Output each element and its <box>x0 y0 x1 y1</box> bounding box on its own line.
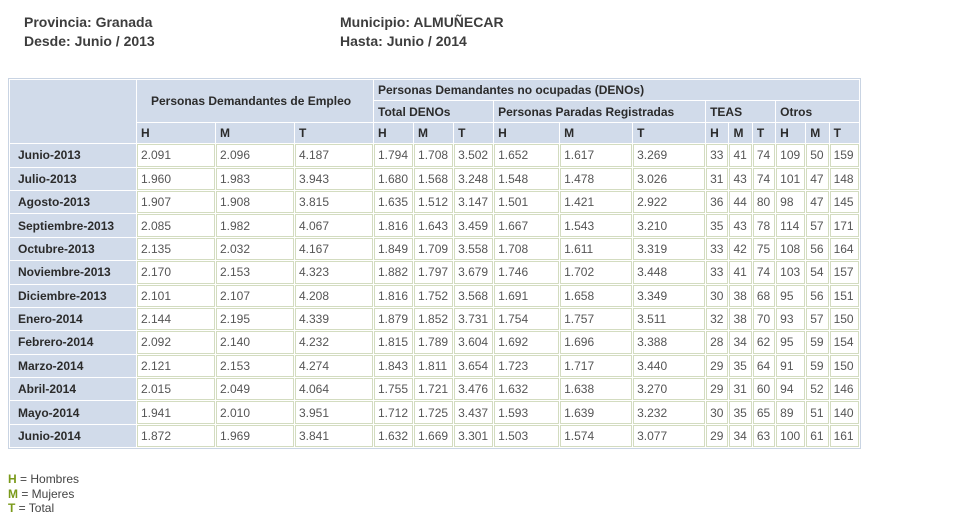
table-cell: 70 <box>753 308 775 330</box>
table-cell: 3.437 <box>454 401 493 423</box>
row-label: Noviembre-2013 <box>10 261 136 283</box>
table-cell: 35 <box>706 214 728 236</box>
table-cell: 159 <box>830 144 859 166</box>
col-header-t: T <box>633 123 705 143</box>
table-cell: 100 <box>776 425 805 447</box>
table-row <box>10 401 859 423</box>
data-table <box>8 78 861 449</box>
table-cell: 91 <box>776 355 805 377</box>
table-cell: 3.270 <box>633 378 705 400</box>
table-cell: 3.679 <box>454 261 493 283</box>
table-cell: 3.459 <box>454 214 493 236</box>
table-cell: 3.301 <box>454 425 493 447</box>
municipio-value: ALMUÑECAR <box>413 14 504 30</box>
table-row <box>10 378 859 400</box>
table-cell: 57 <box>806 214 828 236</box>
table-cell: 1.983 <box>216 168 294 190</box>
legend-m-text: = Mujeres <box>18 486 75 501</box>
table-cell: 1.941 <box>137 401 215 423</box>
table-cell: 2.121 <box>137 355 215 377</box>
row-label: Junio-2013 <box>10 144 136 166</box>
table-cell: 151 <box>830 285 859 307</box>
table-cell: 61 <box>806 425 828 447</box>
table-cell: 98 <box>776 191 805 213</box>
table-cell: 2.153 <box>216 355 294 377</box>
table-cell: 3.558 <box>454 238 493 260</box>
table-cell: 1.723 <box>494 355 559 377</box>
table-cell: 4.232 <box>295 331 373 353</box>
table-cell: 56 <box>806 285 828 307</box>
table-cell: 150 <box>830 308 859 330</box>
table-cell: 150 <box>830 355 859 377</box>
table-cell: 3.026 <box>633 168 705 190</box>
table-cell: 2.010 <box>216 401 294 423</box>
table-cell: 47 <box>806 168 828 190</box>
table-cell: 59 <box>806 331 828 353</box>
col-header-h: H <box>137 123 215 143</box>
table-cell: 43 <box>729 214 751 236</box>
table-cell: 74 <box>753 168 775 190</box>
col-header-m: M <box>414 123 453 143</box>
table-cell: 103 <box>776 261 805 283</box>
table-cell: 1.478 <box>560 168 632 190</box>
table-cell: 3.232 <box>633 401 705 423</box>
table-cell: 1.982 <box>216 214 294 236</box>
table-cell: 4.339 <box>295 308 373 330</box>
table-cell: 57 <box>806 308 828 330</box>
table-cell: 1.882 <box>374 261 413 283</box>
table-cell: 1.691 <box>494 285 559 307</box>
desde-label: Desde: <box>24 33 71 49</box>
table-cell: 30 <box>706 401 728 423</box>
legend-t <box>8 501 79 516</box>
sub-paradas: Personas Paradas Registradas <box>494 101 705 121</box>
table-row <box>10 331 859 353</box>
group-empleo: Personas Demandantes de Empleo <box>137 80 373 122</box>
table-cell: 43 <box>729 168 751 190</box>
sub-otros: Otros <box>776 101 858 121</box>
table-cell: 1.611 <box>560 238 632 260</box>
table-cell: 1.574 <box>560 425 632 447</box>
table-cell: 1.593 <box>494 401 559 423</box>
legend-h-text: = Hombres <box>16 472 80 486</box>
table-cell: 32 <box>706 308 728 330</box>
table-cell: 1.752 <box>414 285 453 307</box>
table-cell: 1.908 <box>216 191 294 213</box>
legend-m <box>8 487 79 502</box>
table-cell: 1.702 <box>560 261 632 283</box>
table-cell: 2.195 <box>216 308 294 330</box>
header-left <box>24 13 155 51</box>
table-cell: 1.501 <box>494 191 559 213</box>
row-label: Diciembre-2013 <box>10 285 136 307</box>
table-cell: 1.815 <box>374 331 413 353</box>
provincia-label: Provincia: <box>24 14 92 30</box>
row-label: Abril-2014 <box>10 378 136 400</box>
col-header-t: T <box>830 123 859 143</box>
legend-t-key: T <box>8 501 16 515</box>
table-cell: 42 <box>729 238 751 260</box>
table-cell: 1.849 <box>374 238 413 260</box>
table-cell: 1.789 <box>414 331 453 353</box>
table-cell: 1.754 <box>494 308 559 330</box>
table-cell: 1.843 <box>374 355 413 377</box>
legend <box>8 472 79 516</box>
table-cell: 1.794 <box>374 144 413 166</box>
table-cell: 29 <box>706 425 728 447</box>
table-cell: 1.757 <box>560 308 632 330</box>
table-cell: 146 <box>830 378 859 400</box>
table-cell: 34 <box>729 331 751 353</box>
table-cell: 171 <box>830 214 859 236</box>
table-cell: 62 <box>753 331 775 353</box>
table-cell: 3.448 <box>633 261 705 283</box>
hasta-value: Junio / 2014 <box>386 33 467 49</box>
table-cell: 108 <box>776 238 805 260</box>
col-header-h: H <box>374 123 413 143</box>
table-cell: 2.107 <box>216 285 294 307</box>
table-cell: 41 <box>729 144 751 166</box>
legend-m-key: M <box>8 486 18 501</box>
table-cell: 33 <box>706 238 728 260</box>
table-cell: 35 <box>729 401 751 423</box>
group-denos: Personas Demandantes no ocupadas (DENOs) <box>374 80 859 100</box>
table-row <box>10 425 859 447</box>
table-cell: 51 <box>806 401 828 423</box>
table-cell: 1.811 <box>414 355 453 377</box>
table-cell: 1.512 <box>414 191 453 213</box>
table-cell: 29 <box>706 355 728 377</box>
table-cell: 31 <box>706 168 728 190</box>
row-label: Octubre-2013 <box>10 238 136 260</box>
table-cell: 3.440 <box>633 355 705 377</box>
table-cell: 2.032 <box>216 238 294 260</box>
table-cell: 1.709 <box>414 238 453 260</box>
table-cell: 95 <box>776 285 805 307</box>
table-cell: 33 <box>706 261 728 283</box>
col-header-t: T <box>753 123 775 143</box>
table-cell: 1.708 <box>494 238 559 260</box>
table-cell: 1.816 <box>374 285 413 307</box>
table-cell: 4.208 <box>295 285 373 307</box>
table-cell: 75 <box>753 238 775 260</box>
table-cell: 1.503 <box>494 425 559 447</box>
table-cell: 56 <box>806 238 828 260</box>
table-cell: 161 <box>830 425 859 447</box>
col-header-h: H <box>776 123 805 143</box>
table-cell: 3.077 <box>633 425 705 447</box>
col-header-h: H <box>494 123 559 143</box>
table-row <box>10 238 859 260</box>
table-cell: 157 <box>830 261 859 283</box>
table-cell: 38 <box>729 308 751 330</box>
table-cell: 1.548 <box>494 168 559 190</box>
table-cell: 4.167 <box>295 238 373 260</box>
table-cell: 4.064 <box>295 378 373 400</box>
table-cell: 1.852 <box>414 308 453 330</box>
table-cell: 34 <box>729 425 751 447</box>
table-cell: 148 <box>830 168 859 190</box>
table-row <box>10 285 859 307</box>
table-cell: 64 <box>753 355 775 377</box>
table-cell: 2.140 <box>216 331 294 353</box>
table-cell: 4.274 <box>295 355 373 377</box>
table-cell: 44 <box>729 191 751 213</box>
table-cell: 36 <box>706 191 728 213</box>
header-row-hmt <box>10 123 859 143</box>
table-cell: 3.476 <box>454 378 493 400</box>
table-cell: 1.692 <box>494 331 559 353</box>
table-cell: 1.680 <box>374 168 413 190</box>
table-cell: 2.085 <box>137 214 215 236</box>
table-cell: 41 <box>729 261 751 283</box>
corner-cell <box>10 80 136 143</box>
table-cell: 28 <box>706 331 728 353</box>
table-row <box>10 214 859 236</box>
table-cell: 2.170 <box>137 261 215 283</box>
col-header-t: T <box>295 123 373 143</box>
row-label: Junio-2014 <box>10 425 136 447</box>
table-cell: 3.319 <box>633 238 705 260</box>
table-cell: 3.147 <box>454 191 493 213</box>
table-cell: 1.667 <box>494 214 559 236</box>
table-cell: 1.872 <box>137 425 215 447</box>
table-cell: 31 <box>729 378 751 400</box>
table-cell: 94 <box>776 378 805 400</box>
table-cell: 54 <box>806 261 828 283</box>
table-cell: 29 <box>706 378 728 400</box>
table-cell: 50 <box>806 144 828 166</box>
municipio-label: Municipio: <box>340 14 410 30</box>
table-cell: 3.388 <box>633 331 705 353</box>
provincia-value: Granada <box>95 14 153 30</box>
table-cell: 2.015 <box>137 378 215 400</box>
table-cell: 59 <box>806 355 828 377</box>
desde-line <box>24 32 155 51</box>
table-cell: 52 <box>806 378 828 400</box>
table-cell: 101 <box>776 168 805 190</box>
table-cell: 4.187 <box>295 144 373 166</box>
desde-value: Junio / 2013 <box>74 33 155 49</box>
col-header-h: H <box>706 123 728 143</box>
table-cell: 74 <box>753 144 775 166</box>
table-cell: 3.210 <box>633 214 705 236</box>
col-header-m: M <box>729 123 751 143</box>
legend-t-text: = Total <box>15 501 55 515</box>
table-cell: 3.654 <box>454 355 493 377</box>
row-label: Febrero-2014 <box>10 331 136 353</box>
table-cell: 74 <box>753 261 775 283</box>
col-header-m: M <box>806 123 828 143</box>
table-cell: 1.652 <box>494 144 559 166</box>
table-cell: 109 <box>776 144 805 166</box>
table-cell: 3.841 <box>295 425 373 447</box>
table-cell: 3.502 <box>454 144 493 166</box>
legend-h-key: H <box>8 472 17 486</box>
col-header-t: T <box>454 123 493 143</box>
table-cell: 1.696 <box>560 331 632 353</box>
table-cell: 68 <box>753 285 775 307</box>
table-row <box>10 191 859 213</box>
table-cell: 38 <box>729 285 751 307</box>
hasta-line <box>340 32 504 51</box>
table-cell: 4.323 <box>295 261 373 283</box>
table-cell: 2.144 <box>137 308 215 330</box>
table-cell: 2.101 <box>137 285 215 307</box>
table-cell: 2.091 <box>137 144 215 166</box>
table-cell: 3.248 <box>454 168 493 190</box>
provincia-line <box>24 13 155 32</box>
table-cell: 3.604 <box>454 331 493 353</box>
row-label: Agosto-2013 <box>10 191 136 213</box>
table-row <box>10 144 859 166</box>
table-cell: 1.960 <box>137 168 215 190</box>
table-cell: 1.639 <box>560 401 632 423</box>
table-cell: 1.632 <box>494 378 559 400</box>
table-cell: 1.658 <box>560 285 632 307</box>
table-cell: 1.543 <box>560 214 632 236</box>
table-cell: 140 <box>830 401 859 423</box>
table-row <box>10 168 859 190</box>
col-header-m: M <box>216 123 294 143</box>
table-cell: 154 <box>830 331 859 353</box>
table-cell: 2.922 <box>633 191 705 213</box>
table-cell: 1.797 <box>414 261 453 283</box>
table-cell: 2.049 <box>216 378 294 400</box>
table-cell: 1.421 <box>560 191 632 213</box>
table-cell: 4.067 <box>295 214 373 236</box>
table-cell: 30 <box>706 285 728 307</box>
table-cell: 1.635 <box>374 191 413 213</box>
table-cell: 3.511 <box>633 308 705 330</box>
table-cell: 2.096 <box>216 144 294 166</box>
table-cell: 1.816 <box>374 214 413 236</box>
table-row <box>10 355 859 377</box>
legend-h <box>8 472 79 487</box>
table-cell: 3.269 <box>633 144 705 166</box>
table-cell: 1.708 <box>414 144 453 166</box>
table-cell: 3.815 <box>295 191 373 213</box>
table-cell: 2.135 <box>137 238 215 260</box>
table-cell: 1.879 <box>374 308 413 330</box>
header-row-1 <box>10 80 859 100</box>
table-cell: 33 <box>706 144 728 166</box>
table-cell: 65 <box>753 401 775 423</box>
sub-teas: TEAS <box>706 101 775 121</box>
table-cell: 3.731 <box>454 308 493 330</box>
sub-total-denos: Total DENOs <box>374 101 493 121</box>
table-cell: 145 <box>830 191 859 213</box>
table-cell: 1.907 <box>137 191 215 213</box>
table-cell: 114 <box>776 214 805 236</box>
table-row <box>10 261 859 283</box>
hasta-label: Hasta: <box>340 33 383 49</box>
table-cell: 89 <box>776 401 805 423</box>
table-cell: 3.568 <box>454 285 493 307</box>
row-label: Enero-2014 <box>10 308 136 330</box>
table-cell: 47 <box>806 191 828 213</box>
table-cell: 95 <box>776 331 805 353</box>
table-cell: 164 <box>830 238 859 260</box>
table-cell: 78 <box>753 214 775 236</box>
table-cell: 35 <box>729 355 751 377</box>
table-cell: 1.746 <box>494 261 559 283</box>
table-cell: 1.568 <box>414 168 453 190</box>
municipio-line <box>340 13 504 32</box>
row-label: Marzo-2014 <box>10 355 136 377</box>
table-cell: 1.755 <box>374 378 413 400</box>
table-cell: 1.712 <box>374 401 413 423</box>
table-cell: 80 <box>753 191 775 213</box>
table-cell: 2.092 <box>137 331 215 353</box>
table-cell: 3.951 <box>295 401 373 423</box>
table-cell: 93 <box>776 308 805 330</box>
table-cell: 1.725 <box>414 401 453 423</box>
table-cell: 1.969 <box>216 425 294 447</box>
table-row <box>10 308 859 330</box>
row-label: Septiembre-2013 <box>10 214 136 236</box>
table-cell: 3.943 <box>295 168 373 190</box>
col-header-m: M <box>560 123 632 143</box>
table-cell: 1.721 <box>414 378 453 400</box>
table-body <box>10 144 859 447</box>
table-cell: 2.153 <box>216 261 294 283</box>
table-cell: 1.643 <box>414 214 453 236</box>
table-cell: 63 <box>753 425 775 447</box>
table-cell: 1.632 <box>374 425 413 447</box>
table-cell: 1.638 <box>560 378 632 400</box>
table-cell: 60 <box>753 378 775 400</box>
table-cell: 1.669 <box>414 425 453 447</box>
table-cell: 1.617 <box>560 144 632 166</box>
row-label: Mayo-2014 <box>10 401 136 423</box>
table-cell: 1.717 <box>560 355 632 377</box>
table-cell: 3.349 <box>633 285 705 307</box>
row-label: Julio-2013 <box>10 168 136 190</box>
header-right <box>340 13 504 51</box>
